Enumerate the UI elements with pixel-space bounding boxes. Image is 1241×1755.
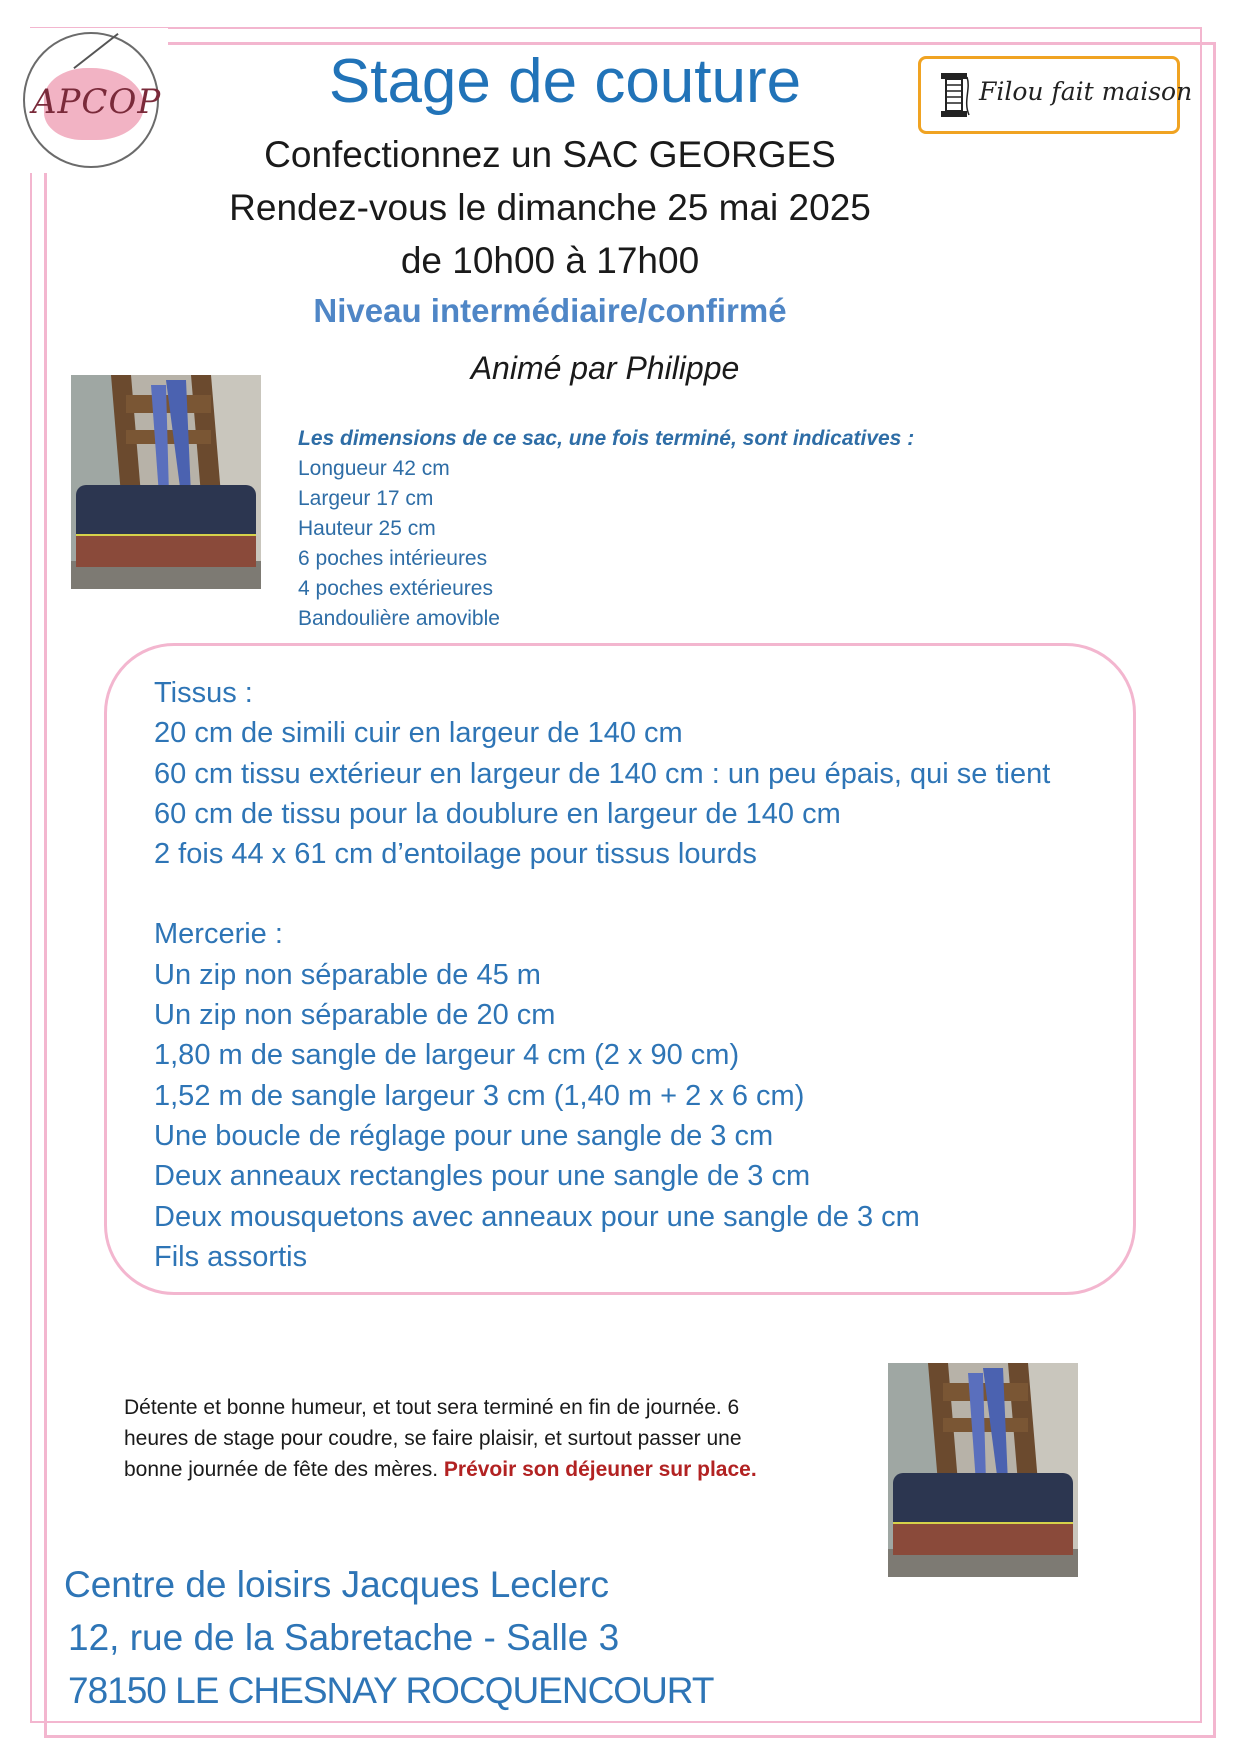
mercerie-list: [154, 955, 1050, 1277]
tissus-item: 60 cm tissu extérieur en largeur de 140 cm : un peu épais, qui se tient: [154, 757, 1051, 790]
spacer: [154, 874, 1050, 914]
tissus-heading: Tissus :: [154, 677, 253, 709]
filou-logo-text: Filou fait maison: [979, 77, 1193, 106]
mercerie-item: Fils assortis: [154, 1240, 308, 1273]
dimensions-list: [298, 454, 914, 634]
page-title: Stage de couture: [328, 47, 802, 116]
mercerie-heading: Mercerie :: [154, 918, 283, 951]
mercerie-item: 1,52 m de sangle largeur 3 cm (1,40 m + 2 x 6 cm): [154, 1079, 805, 1112]
apcop-logo-text: APCOP: [32, 82, 162, 122]
dimension-item: 6 poches intérieures: [298, 547, 488, 570]
bag-photo-image: [71, 375, 261, 589]
tissus-item: 2 fois 44 x 61 cm d’entoilage pour tissus lourds: [154, 838, 757, 871]
mercerie-item: Un zip non séparable de 20 cm: [154, 999, 556, 1032]
tissus-item: 20 cm de simili cuir en largeur de 140 cm: [154, 717, 683, 750]
skill-level: Niveau intermédiaire/confirmé: [313, 292, 787, 329]
dimension-item: Hauteur 25 cm: [298, 517, 436, 540]
mercerie-item: Une boucle de réglage pour une sangle de 3 cm: [154, 1119, 774, 1152]
mercerie-item: Deux anneaux rectangles pour une sangle de 3 cm: [154, 1160, 811, 1193]
lunch-notice: Prévoir son déjeuner sur place.: [443, 1458, 757, 1481]
dimensions-heading: Les dimensions de ce sac, une fois terminé, sont indicatives :: [298, 427, 915, 450]
mercerie-item: Un zip non séparable de 45 m: [154, 958, 541, 991]
bag-photo-image: [888, 1363, 1078, 1577]
bag-photo: [71, 375, 261, 589]
dimension-item: 4 poches extérieures: [298, 577, 493, 600]
mercerie-item: Deux mousquetons avec anneaux pour une sangle de 3 cm: [154, 1200, 920, 1233]
dimension-item: Bandoulière amovible: [298, 607, 500, 630]
dimension-item: Largeur 17 cm: [298, 487, 434, 510]
bag-photo-bottom: [888, 1363, 1078, 1577]
description-text: Détente et bonne humeur, et tout sera terminé en fin de journée. 6 heures de stage pour coudre, se faire plaisir, et surtout passer une bonne journée de fête des mères.: [124, 1396, 742, 1481]
address-venue: Centre de loisirs Jacques Leclerc: [64, 1564, 609, 1605]
subtitle-time: de 10h00 à 17h00: [400, 240, 700, 281]
subtitle-date: Rendez-vous le dimanche 25 mai 2025: [229, 187, 871, 228]
tissus-item: 60 cm de tissu pour la doublure en largeur de 140 cm: [154, 797, 841, 830]
dimensions-block: [298, 424, 914, 634]
host-line: Animé par Philippe: [470, 350, 740, 386]
materials-list: [154, 673, 1050, 1277]
dimension-item: Longueur 42 cm: [298, 457, 450, 480]
mercerie-item: 1,80 m de sangle de largeur 4 cm (2 x 90 cm): [154, 1039, 740, 1072]
address-street: 12, rue de la Sabretache - Salle 3: [68, 1617, 620, 1658]
description: [124, 1392, 804, 1485]
subtitle-project: Confectionnez un SAC GEORGES: [264, 134, 836, 175]
address-city: 78150 LE CHESNAY ROCQUENCOURT: [68, 1670, 714, 1711]
tissus-list: [154, 713, 1050, 874]
